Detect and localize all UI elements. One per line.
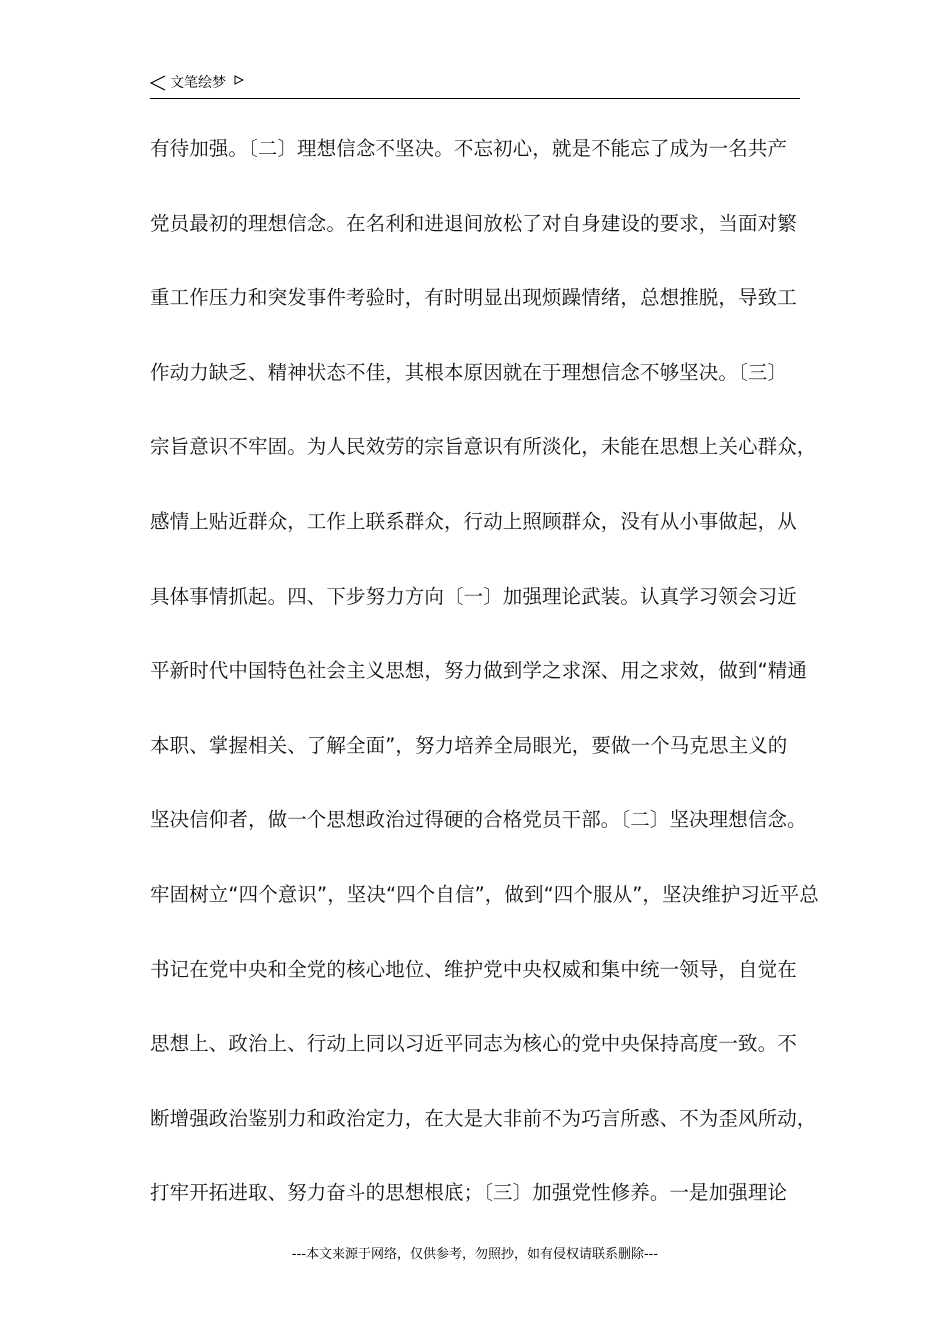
header-title: 文笔绘梦 <box>170 75 226 91</box>
text-line: 本职、掌握相关、了解全面”，努力培养全局眼光，要做一个马克思主义的 <box>150 733 788 757</box>
text-line: 打牢开拓进取、努力奋斗的思想根底；〔三〕加强党性修养。一是加强理论 <box>150 1181 788 1205</box>
text-line: 平新时代中国特色社会主义思想，努力做到学之求深、用之求效，做到“精通 <box>150 659 808 683</box>
text-line: 作动力缺乏、精神状态不佳，其根本原因就在于理想信念不够坚决。〔三〕 <box>150 360 788 384</box>
text-line: 重工作压力和突发事件考验时，有时明显出现烦躁情绪，总想推脱，导致工 <box>150 286 797 310</box>
document-body <box>150 130 819 1249</box>
text-line: 书记在党中央和全党的核心地位、维护党中央权威和集中统一领导，自觉在 <box>150 957 797 981</box>
text-line: 感情上贴近群众，工作上联系群众，行动上照顾群众，没有从小事做起，从 <box>150 509 797 533</box>
text-line: 有待加强。〔二〕理想信念不坚决。不忘初心，就是不能忘了成为一名共产 <box>150 137 788 160</box>
footer-notice: ---本文来源于网络，仅供参考，勿照抄，如有侵权请联系删除--- <box>291 1247 659 1262</box>
text-line: 具体事情抓起。四、下步努力方向〔一〕加强理论武装。认真学习领会习近 <box>150 584 797 608</box>
text-line: 宗旨意识不牢固。为人民效劳的宗旨意识有所淡化，未能在思想上关心群众， <box>150 435 817 459</box>
text-line: 党员最初的理想信念。在名利和进退间放松了对自身建设的要求，当面对繁 <box>150 211 797 235</box>
text-line: 坚决信仰者，做一个思想政治过得硬的合格党员干部。〔二〕坚决理想信念。 <box>150 808 807 832</box>
text-line: 牢固树立“四个意识”，坚决“四个自信”，做到“四个服从”，坚决维护习近平总 <box>150 882 819 906</box>
triangle-right-icon <box>234 75 244 85</box>
header-brand <box>150 74 244 92</box>
page-header <box>150 72 800 99</box>
text-line: 思想上、政治上、行动上同以习近平同志为核心的党中央保持高度一致。不 <box>150 1032 797 1056</box>
triangle-left-icon <box>150 75 166 91</box>
text-line: 断增强政治鉴别力和政治定力，在大是大非前不为巧言所惑、不为歪风所动， <box>150 1106 817 1130</box>
